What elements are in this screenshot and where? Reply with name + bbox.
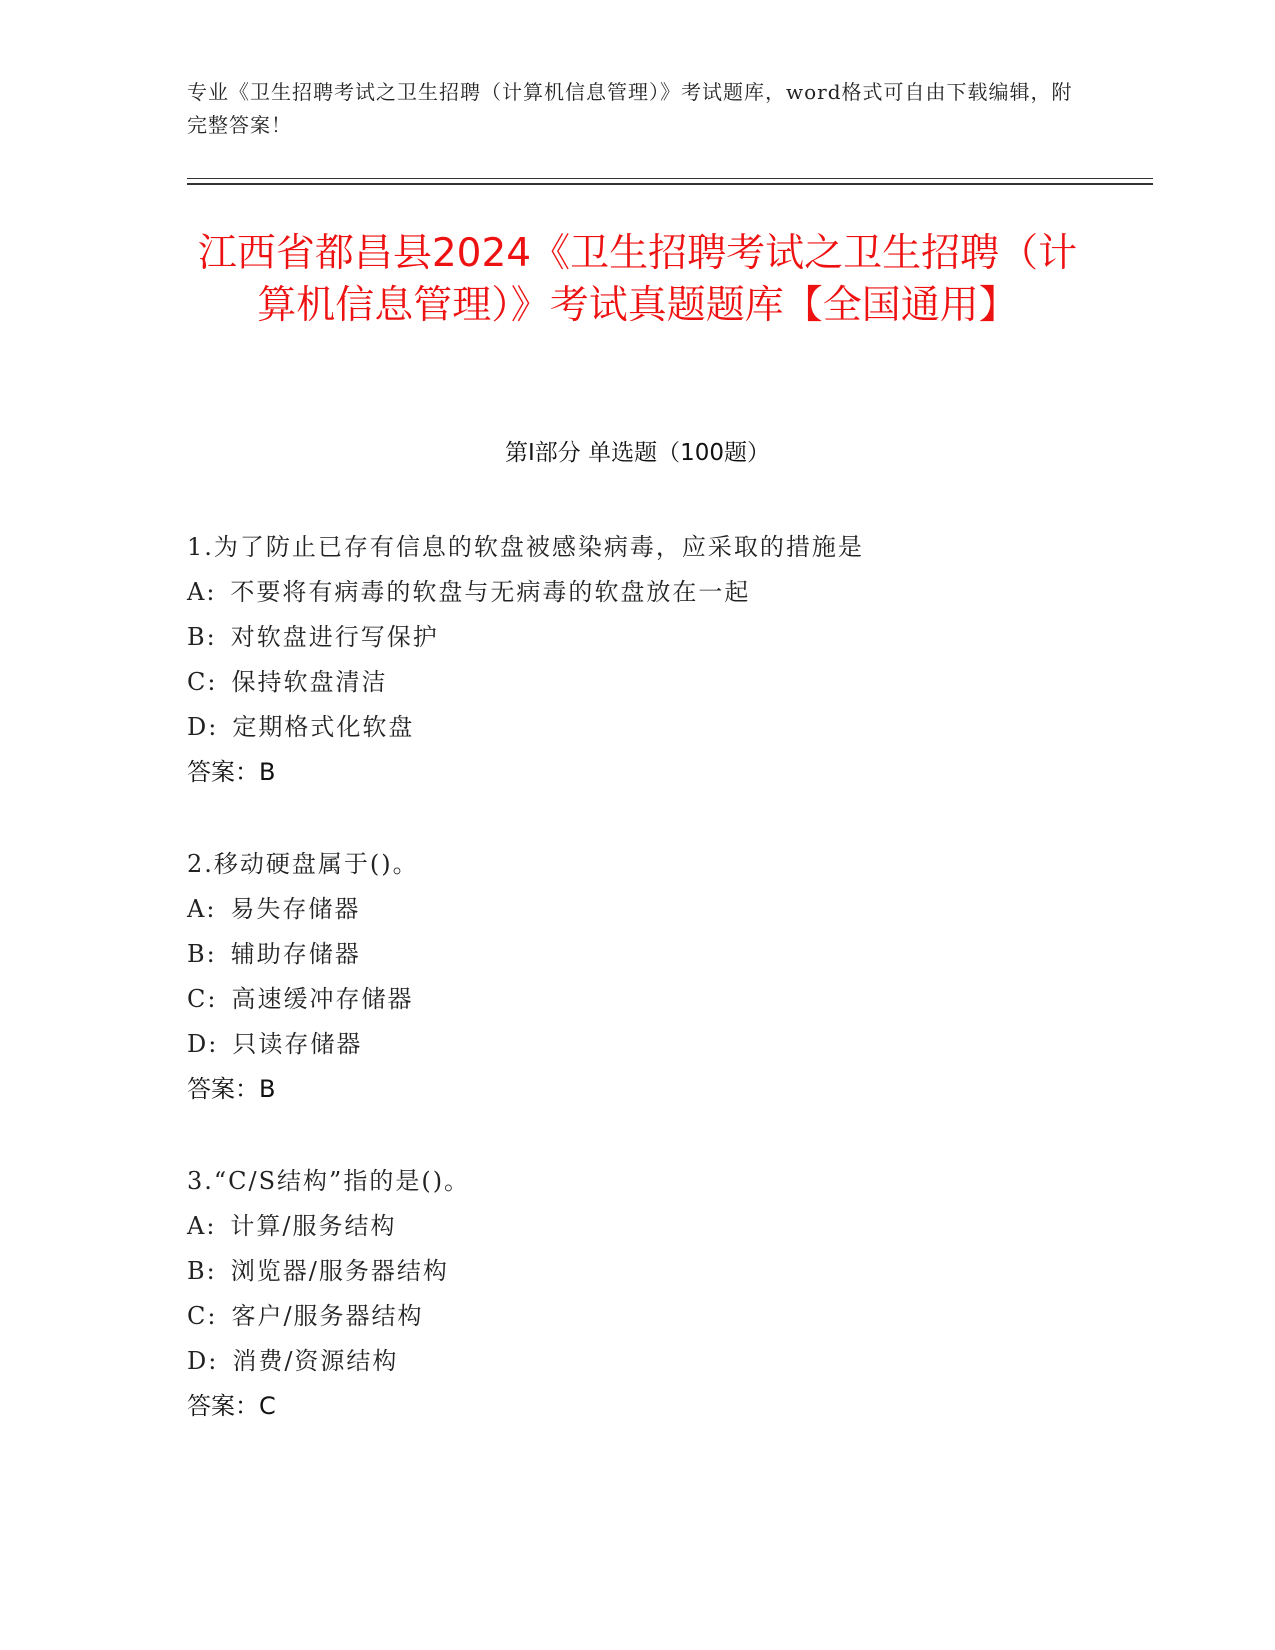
option-label: C:	[187, 668, 218, 696]
option-c	[187, 1294, 1147, 1339]
option-text: 只读存储器	[232, 1030, 363, 1058]
question-list	[187, 525, 1147, 1476]
answer-key: 答案：C	[187, 1392, 276, 1420]
question-2	[187, 842, 1147, 1112]
answer-key: 答案：B	[187, 758, 276, 786]
option-d	[187, 1022, 1147, 1067]
option-label: B:	[187, 1257, 217, 1285]
question-stem: 3.“C/S结构”指的是()。	[187, 1167, 471, 1195]
option-label: A:	[187, 578, 217, 606]
question-stem: 2.移动硬盘属于()。	[187, 850, 419, 878]
document-title: 江西省都昌县2024《卫生招聘考试之卫生招聘（计算机信息管理）》考试真题题库【全国通用】	[197, 231, 1078, 328]
question-stem: 1.为了防止已存有信息的软盘被感染病毒，应采取的措施是	[187, 533, 864, 561]
option-text: 定期格式化软盘	[232, 713, 415, 741]
option-text: 辅助存储器	[230, 940, 361, 968]
option-label: D:	[187, 713, 219, 741]
answer-key: 答案：B	[187, 1075, 276, 1103]
option-label: C:	[187, 985, 218, 1013]
option-text: 消费/资源结构	[232, 1347, 399, 1375]
option-label: C:	[187, 1302, 218, 1330]
option-text: 高速缓冲存储器	[231, 985, 414, 1013]
header-note: 专业《卫生招聘考试之卫生招聘（计算机信息管理）》考试题库，word格式可自由下载编辑，附完整答案！	[187, 80, 1073, 137]
option-text: 不要将有病毒的软盘与无病毒的软盘放在一起	[230, 578, 751, 606]
option-text: 计算/服务结构	[230, 1212, 397, 1240]
option-c	[187, 977, 1147, 1022]
question-1	[187, 525, 1147, 795]
option-label: A:	[187, 895, 217, 923]
option-text: 保持软盘清洁	[231, 668, 388, 696]
option-a	[187, 1204, 1147, 1249]
option-label: B:	[187, 623, 217, 651]
header-divider-thick	[187, 183, 1153, 185]
header-divider-thin	[187, 178, 1153, 179]
question-3	[187, 1159, 1147, 1429]
option-text: 客户/服务器结构	[231, 1302, 424, 1330]
option-b	[187, 932, 1147, 977]
section-heading: 第Ⅰ部分 单选题（100题）	[505, 440, 770, 466]
option-text: 易失存储器	[230, 895, 361, 923]
option-label: D:	[187, 1347, 219, 1375]
option-b	[187, 1249, 1147, 1294]
option-d	[187, 1339, 1147, 1384]
option-a	[187, 570, 1147, 615]
option-label: A:	[187, 1212, 217, 1240]
option-a	[187, 887, 1147, 932]
option-text: 对软盘进行写保护	[230, 623, 439, 651]
option-b	[187, 615, 1147, 660]
option-label: D:	[187, 1030, 219, 1058]
option-c	[187, 660, 1147, 705]
option-label: B:	[187, 940, 217, 968]
option-d	[187, 705, 1147, 750]
option-text: 浏览器/服务器结构	[230, 1257, 449, 1285]
